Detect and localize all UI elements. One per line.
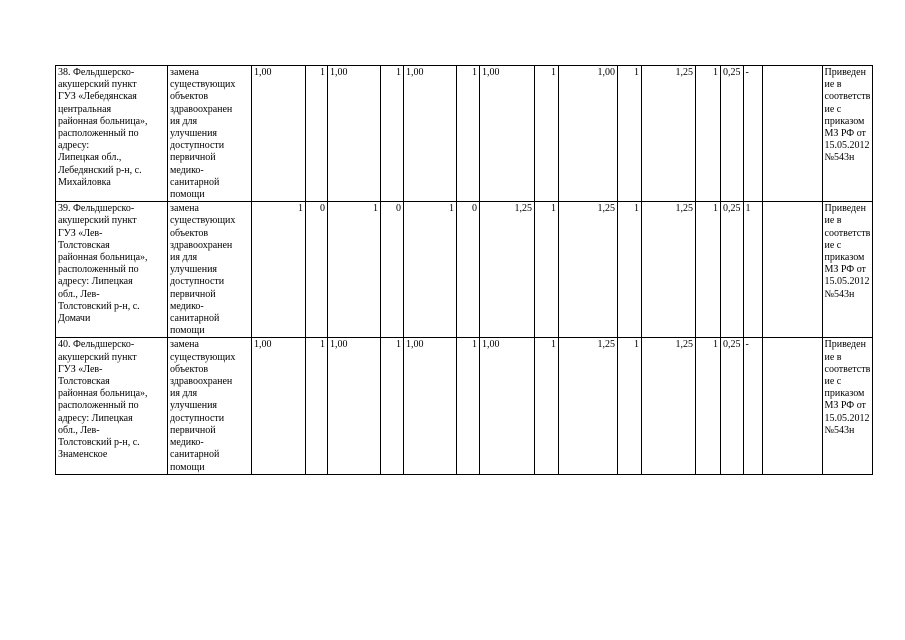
value-cell: 1 <box>618 338 642 474</box>
value-cell: 1 <box>696 338 721 474</box>
value-cell: 1 <box>306 338 328 474</box>
facility-name-cell: 40. Фельдшерско- акушерский пункт ГУЗ «Лев- Толстовская районная больница», расположенный по адресу: Липецкая обл., Лев- Толстовский р-н, с. Знаменское <box>56 338 168 474</box>
reason-cell: замена существующих объектов здравоохранен ия для улучшения доступности первичной медико- санитарной помощи <box>168 66 252 202</box>
value-cell: 1 <box>743 202 762 338</box>
facility-name-cell: 39. Фельдшерско- акушерский пункт ГУЗ «Лев- Толстовская районная больница», расположенный по адресу: Липецкая обл., Лев- Толстовский р-н, с. Домачи <box>56 202 168 338</box>
value-cell: 0,25 <box>721 202 744 338</box>
value-cell: 0,25 <box>721 338 744 474</box>
empty-cell <box>762 202 822 338</box>
value-cell: 1,00 <box>252 66 306 202</box>
value-cell: 1 <box>306 66 328 202</box>
value-cell: 1 <box>618 202 642 338</box>
value-cell: 1 <box>381 66 404 202</box>
value-cell: 1 <box>696 66 721 202</box>
value-cell: 0,25 <box>721 66 744 202</box>
facilities-table <box>55 65 873 475</box>
value-cell: - <box>743 66 762 202</box>
value-cell: 1 <box>618 66 642 202</box>
value-cell: 1 <box>535 202 559 338</box>
value-cell: 1 <box>381 338 404 474</box>
value-cell: 1,00 <box>480 66 535 202</box>
value-cell: 1 <box>696 202 721 338</box>
value-cell: 1,00 <box>559 66 618 202</box>
facility-name-cell: 38. Фельдшерско- акушерский пункт ГУЗ «Лебедянская центральная районная больница», расположенный по адресу: Липецкая обл., Лебедянский р-н, с. Михайловка <box>56 66 168 202</box>
value-cell: 1,25 <box>559 202 618 338</box>
value-cell: 1,25 <box>642 66 696 202</box>
value-cell: 1 <box>252 202 306 338</box>
value-cell: 1,25 <box>642 202 696 338</box>
value-cell: 1 <box>457 66 480 202</box>
value-cell: 1,00 <box>404 338 457 474</box>
note-cell: Приведен ие в соответств ие с приказом МЗ РФ от 15.05.2012 №543н <box>822 202 873 338</box>
value-cell: 1,25 <box>642 338 696 474</box>
note-cell: Приведен ие в соответств ие с приказом МЗ РФ от 15.05.2012 №543н <box>822 66 873 202</box>
reason-cell: замена существующих объектов здравоохранен ия для улучшения доступности первичной медико- санитарной помощи <box>168 202 252 338</box>
table-row <box>56 66 873 202</box>
value-cell: 1,00 <box>480 338 535 474</box>
value-cell: 1 <box>535 66 559 202</box>
reason-cell: замена существующих объектов здравоохранен ия для улучшения доступности первичной медико- санитарной помощи <box>168 338 252 474</box>
value-cell: 1 <box>328 202 381 338</box>
value-cell: 0 <box>381 202 404 338</box>
value-cell: 1,25 <box>559 338 618 474</box>
value-cell: 0 <box>457 202 480 338</box>
table-row <box>56 338 873 474</box>
value-cell: 1 <box>404 202 457 338</box>
table-row <box>56 202 873 338</box>
value-cell: 1,00 <box>252 338 306 474</box>
value-cell: 1,25 <box>480 202 535 338</box>
note-cell: Приведен ие в соответств ие с приказом МЗ РФ от 15.05.2012 №543н <box>822 338 873 474</box>
value-cell: 1 <box>457 338 480 474</box>
value-cell: 1,00 <box>328 66 381 202</box>
value-cell: 1,00 <box>404 66 457 202</box>
value-cell: 1,00 <box>328 338 381 474</box>
empty-cell <box>762 338 822 474</box>
value-cell: - <box>743 338 762 474</box>
value-cell: 1 <box>535 338 559 474</box>
value-cell: 0 <box>306 202 328 338</box>
empty-cell <box>762 66 822 202</box>
